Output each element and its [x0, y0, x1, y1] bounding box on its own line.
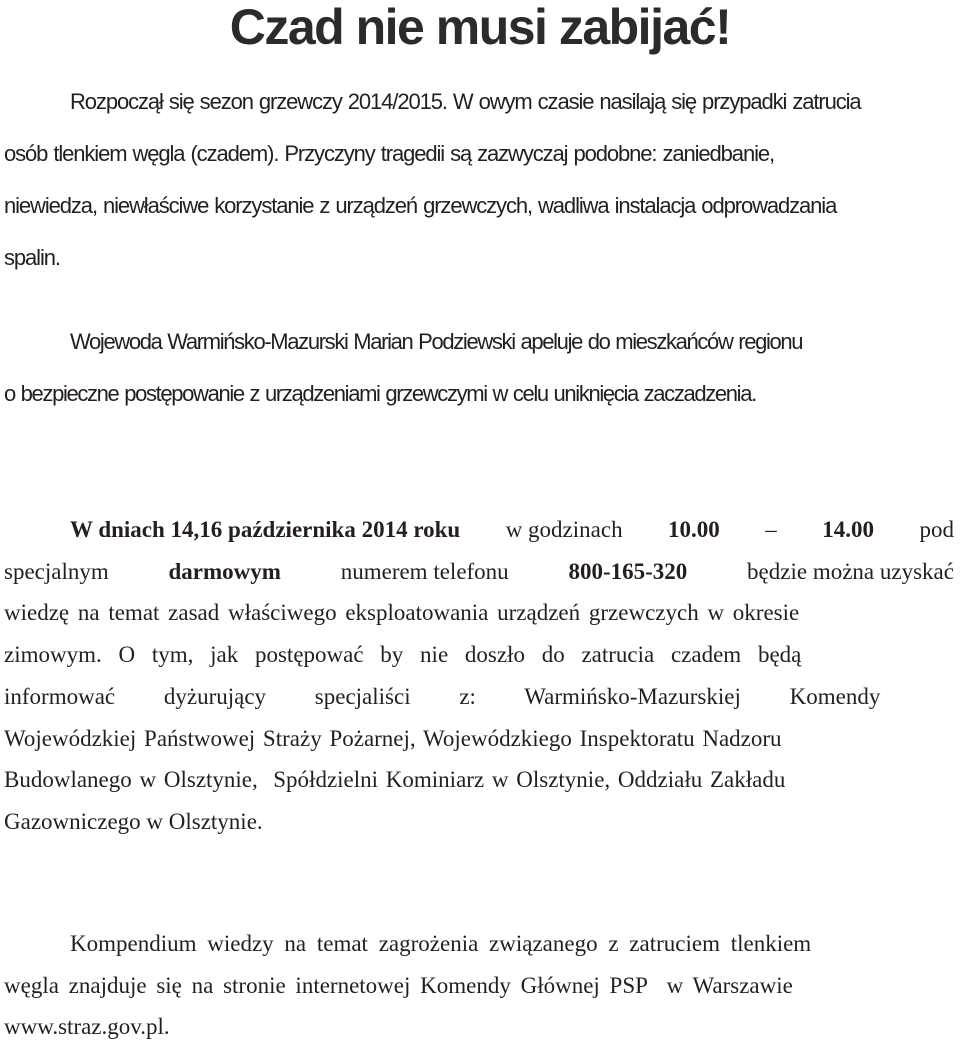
paragraph-compendium: [4, 923, 954, 1048]
hotline-line-5: informować dyżurujący specjaliści z: Warmińsko-Mazurskiej Komendy: [4, 683, 881, 709]
appeal-line-1: Wojewoda Warmińsko-Mazurski Marian Podziewski apeluje do mieszkańców regionu: [70, 329, 803, 354]
appeal-line-2: o bezpieczne postępowanie z urządzeniami grzewczymi w celu uniknięcia zaczadzenia.: [4, 381, 756, 406]
hotline-hours-dash: –: [765, 517, 777, 542]
hotline-phone-number: 800-165-320: [568, 558, 688, 584]
hotline-line-7: Budowlanego w Olsztynie, Spółdzielni Kominiarz w Olsztynie, Oddziału Zakładu: [4, 767, 786, 793]
hotline-hours-prefix: w godzinach: [505, 517, 623, 542]
hotline-after-hours: pod: [919, 517, 954, 542]
hotline-line-4: zimowym. O tym, jak postępować by nie doszło do zatrucia czadem będą: [4, 642, 802, 668]
psp-website-link[interactable]: www.straz.gov.pl.: [4, 1014, 170, 1040]
hotline-line-3: wiedzę na temat zasad właściwego eksploatowania urządzeń grzewczych w okresie: [4, 600, 800, 626]
hotline-line-1: [4, 509, 954, 551]
hotline-line-6: Wojewódzkiej Państwowej Straży Pożarnej, Wojewódzkiego Inspektoratu Nadzoru: [4, 725, 782, 751]
intro-line-1: Rozpoczął się sezon grzewczy 2014/2015. W owym czasie nasilają się przypadki zatrucia: [70, 89, 861, 114]
hotline-hours-start: 10.00: [668, 517, 720, 542]
hotline-free-label: darmowym: [168, 558, 281, 584]
compendium-line-2: węgla znajduje się na stronie internetowej Komendy Głównej PSP w Warszawie: [4, 972, 793, 998]
page-title: Czad nie musi zabijać!: [229, 0, 731, 55]
intro-line-3: niewiedza, niewłaściwe korzystanie z urządzeń grzewczych, wadliwa instalacja odprowadzania: [4, 193, 837, 218]
hotline-line-8: Gazowniczego w Olsztynie.: [4, 808, 263, 834]
intro-line-4: spalin.: [4, 245, 60, 270]
hotline-hours-end: 14.00: [822, 517, 874, 542]
paragraph-appeal: [4, 316, 954, 420]
hotline-dates: W dniach 14,16 października 2014 roku: [70, 517, 461, 542]
paragraph-intro: [4, 76, 954, 284]
intro-line-2: osób tlenkiem węgla (czadem). Przyczyny tragedii są zazwyczaj podobne: zaniedbanie,: [4, 141, 775, 166]
compendium-line-3: [4, 1006, 954, 1048]
hotline-line-2: specjalnym darmowym numerem telefonu 800-165-320 będzie można uzyskać: [4, 551, 954, 593]
paragraph-hotline: [4, 509, 954, 843]
compendium-line-1: Kompendium wiedzy na temat zagrożenia związanego z zatruciem tlenkiem: [70, 931, 812, 956]
